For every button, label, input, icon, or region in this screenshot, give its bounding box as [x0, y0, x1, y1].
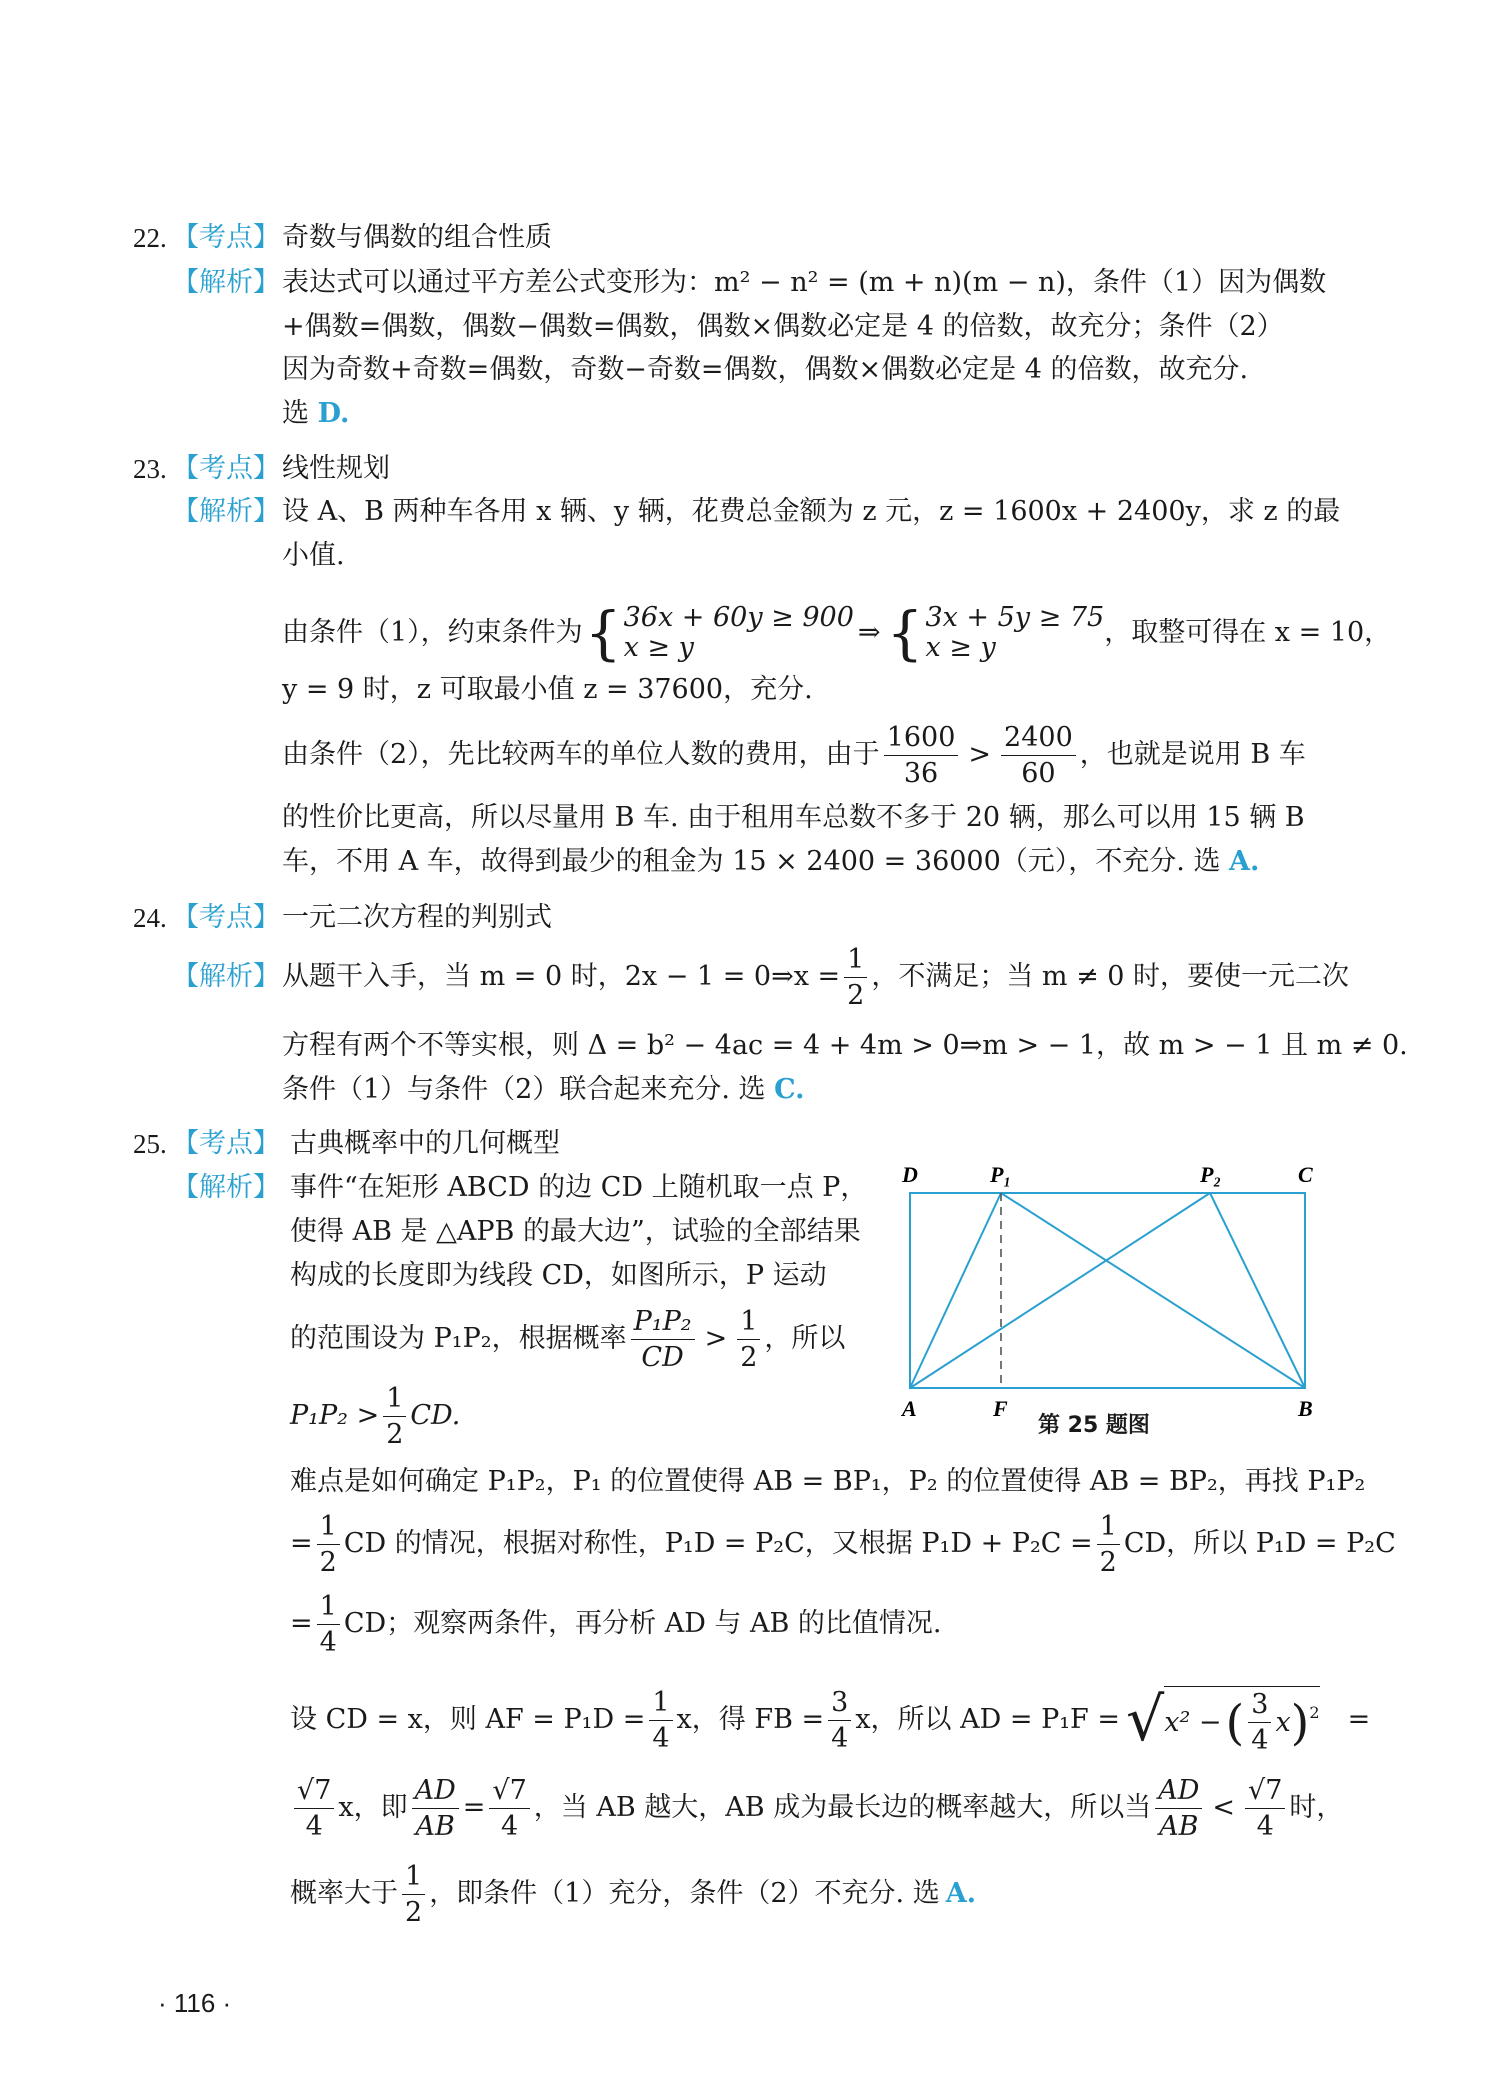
figure-caption: 第 25 题图: [1038, 1413, 1150, 1438]
q23-cond2-prefix: 由条件（2），先比较两车的单位人数的费用，由于: [282, 739, 880, 770]
q25-line11-prefix: 概率大于: [290, 1878, 398, 1909]
numerator: 2400: [1001, 724, 1076, 756]
q23-line: 设 A、B 两种车各用 x 辆、y 辆，花费总金额为 z 元，z = 1600x + 2400y，求 z 的最: [282, 496, 1341, 527]
geometry-figure: [880, 1160, 1330, 1450]
right-paren: ): [1290, 1694, 1310, 1751]
q23-cond1-prefix: 由条件（1），约束条件为: [282, 617, 583, 648]
q25-answer-line: [290, 1860, 976, 1928]
denominator: 36: [903, 757, 939, 789]
numerator: 1: [844, 946, 867, 978]
q23-jiexi-tag: 【解析】: [172, 496, 280, 527]
q25-line7-prefix: =: [290, 1528, 313, 1559]
page-number: · 116 ·: [158, 1988, 232, 2018]
denominator: 2: [847, 979, 865, 1011]
numerator: AD: [412, 1777, 459, 1809]
denominator: CD: [641, 1341, 684, 1373]
fraction: [1001, 721, 1076, 789]
fraction: [1155, 1774, 1202, 1842]
q23-line: y = 9 时，z 可取最小值 z = 37600，充分.: [282, 674, 813, 705]
fraction: [1097, 1510, 1120, 1578]
greater-than: >: [704, 1323, 728, 1354]
q25-line: [290, 1305, 845, 1373]
system-1-eq1: 36x + 60y ≥ 900: [623, 602, 854, 633]
segment-P1B: [1001, 1193, 1305, 1388]
q25-line: 使得 AB 是 △APB 的最大边”，试验的全部结果: [290, 1216, 861, 1247]
fraction: [412, 1774, 459, 1842]
q24-answer: C.: [774, 1074, 805, 1105]
q23-cond2-suffix: ，也就是说用 B 车: [1079, 739, 1306, 770]
q23-kaodian-tag: 【考点】: [172, 453, 280, 484]
denominator: 2: [1099, 1546, 1117, 1578]
less-than: <: [1212, 1792, 1236, 1823]
denominator: 4: [319, 1626, 337, 1658]
equals-sign: =: [462, 1792, 486, 1823]
q22-jiexi-tag: 【解析】: [172, 267, 280, 298]
denominator: 4: [1256, 1810, 1274, 1842]
q25-line10-c: 时，: [1289, 1792, 1344, 1823]
q25-line11-suffix: ，即条件（1）充分，条件（2）不充分. 选: [429, 1878, 940, 1909]
denominator: 60: [1021, 757, 1056, 789]
left-brace: {: [886, 599, 924, 667]
rectangle-ABCD: [910, 1193, 1305, 1388]
q23-number: 23.: [133, 454, 167, 484]
system-2: [925, 603, 1104, 663]
q23-line: 小值.: [282, 540, 345, 571]
equals-sign: =: [1347, 1704, 1371, 1735]
numerator: 1600: [884, 724, 959, 756]
label-B: B: [1298, 1396, 1313, 1421]
sqrt-sign: √: [1126, 1685, 1165, 1755]
q25-line9-c: x，所以 AD = P₁F =: [855, 1704, 1121, 1735]
denominator: 2: [319, 1546, 337, 1578]
numerator: √7: [489, 1777, 529, 1809]
system-2-eq2: x ≥ y: [925, 632, 996, 663]
q25-line4-suffix: ，所以: [764, 1323, 846, 1354]
q22-kaodian-tag: 【考点】: [172, 222, 280, 253]
q22-line: 表达式可以通过平方差公式变形为：m² − n² = (m + n)(m − n)，条件（1）因为偶数: [282, 267, 1327, 298]
q25-kaodian-tag: 【考点】: [172, 1128, 280, 1159]
denominator: 2: [405, 1896, 423, 1928]
numerator: 1: [1097, 1513, 1120, 1545]
q25-line7-mid: CD 的情况，根据对称性，P₁D = P₂C，又根据 P₁D + P₂C =: [343, 1528, 1093, 1559]
fraction: [828, 1686, 851, 1754]
exponent: 2: [1309, 1703, 1320, 1722]
denominator: AB: [415, 1810, 455, 1842]
q25-line: 事件“在矩形 ABCD 的边 CD 上随机取一点 P，: [290, 1172, 868, 1203]
numerator: P₁P₂: [631, 1308, 695, 1340]
q22-answer-prefix: 选: [282, 398, 309, 429]
q22-answer: D.: [317, 398, 350, 429]
system-2-eq1: 3x + 5y ≥ 75: [925, 602, 1105, 633]
fraction: [737, 1305, 760, 1373]
q25-answer: A.: [945, 1878, 977, 1909]
label-C: C: [1298, 1162, 1313, 1187]
q25-line8-suffix: CD；观察两条件，再分析 AD 与 AB 的比值情况.: [343, 1608, 942, 1639]
system-1: [624, 603, 854, 663]
q24-kaodian-tag: 【考点】: [172, 902, 280, 933]
implies-arrow: ⇒: [857, 617, 881, 648]
numerator: AD: [1155, 1777, 1202, 1809]
radicand-var: x: [1275, 1706, 1291, 1738]
label-D: D: [902, 1162, 918, 1187]
q24-number: 24.: [133, 903, 167, 933]
q23-answer: A.: [1229, 846, 1260, 877]
q25-line8-prefix: =: [290, 1608, 313, 1639]
fraction: [317, 1510, 340, 1578]
label-P1: P₁: [990, 1162, 1012, 1187]
numerator: 1: [649, 1689, 672, 1721]
q25-line: [290, 1680, 1370, 1760]
sqrt-radicand: [1164, 1686, 1319, 1754]
label-P2: P₂: [1200, 1162, 1222, 1187]
numerator: 1: [737, 1308, 760, 1340]
fraction: [489, 1774, 529, 1842]
q22-number: 22.: [133, 223, 167, 253]
q25-jiexi-tag: 【解析】: [172, 1172, 280, 1203]
denominator: 4: [501, 1810, 519, 1842]
q23-line: 的性价比更高，所以尽量用 B 车. 由于租用车总数不多于 20 辆，那么可以用 15 辆 B: [282, 802, 1305, 833]
denominator: 4: [652, 1722, 670, 1754]
q25-line7-suffix: CD，所以 P₁D = P₂C: [1123, 1528, 1396, 1559]
q25-line: 构成的长度即为线段 CD，如图所示，P 运动: [290, 1260, 827, 1291]
q22-topic: 奇数与偶数的组合性质: [282, 222, 552, 253]
q24-line: 方程有两个不等实根，则 Δ = b² − 4ac = 4 + 4m > 0⇒m > − 1，故 m > − 1 且 m ≠ 0.: [282, 1030, 1408, 1061]
label-F: F: [993, 1396, 1008, 1421]
greater-than: >: [968, 739, 992, 770]
q24-answer-line: [282, 1068, 805, 1112]
numerator: 3: [828, 1689, 851, 1721]
numerator: 1: [317, 1513, 340, 1545]
left-brace: {: [584, 599, 622, 667]
denominator: 4: [1251, 1725, 1269, 1756]
denominator: 2: [740, 1341, 758, 1373]
q24-line1-suffix: ，不满足；当 m ≠ 0 时，要使一元二次: [871, 961, 1350, 992]
denominator: 2: [386, 1418, 404, 1450]
fraction: [884, 721, 959, 789]
q23-cond1-suffix: ，取整可得在 x = 10，: [1104, 617, 1392, 648]
q25-topic: 古典概率中的几何概型: [290, 1128, 560, 1159]
q23-condition1: [282, 600, 1391, 666]
q25-line10-b: ，当 AB 越大，AB 成为最长边的概率越大，所以当: [533, 1792, 1152, 1823]
numerator: √7: [1245, 1777, 1285, 1809]
numerator: 1: [317, 1593, 340, 1625]
left-paren: (: [1225, 1694, 1245, 1751]
label-A: A: [902, 1396, 917, 1421]
q23-answer-prefix: 车，不用 A 车，故得到最少的租金为 15 × 2400 = 36000（元），不充分. 选: [282, 846, 1221, 877]
q24-line1-prefix: 从题干入手，当 m = 0 时，2x − 1 = 0⇒x =: [282, 961, 841, 992]
fraction: [649, 1686, 672, 1754]
q25-number: 25.: [133, 1129, 167, 1159]
q24-jiexi-tag: 【解析】: [172, 961, 280, 992]
fraction: [294, 1774, 334, 1842]
q25-line: [290, 1590, 942, 1658]
q22-line: +偶数=偶数，偶数−偶数=偶数，偶数×偶数必定是 4 的倍数，故充分；条件（2）: [282, 311, 1284, 342]
fraction: [631, 1305, 695, 1373]
segment-P2B: [1210, 1193, 1305, 1388]
radicand-part: x² −: [1164, 1706, 1222, 1738]
numerator: 3: [1248, 1691, 1271, 1723]
numerator: 1: [383, 1385, 406, 1417]
fraction: [844, 943, 867, 1011]
q23-answer-line: [282, 840, 1259, 884]
denominator: 4: [831, 1722, 849, 1754]
fraction: [317, 1590, 340, 1658]
system-1-eq2: x ≥ y: [623, 632, 694, 663]
denominator: AB: [1159, 1810, 1199, 1842]
q25-line5-suffix: CD.: [410, 1400, 461, 1431]
q25-line4-prefix: 的范围设为 P₁P₂，根据概率: [290, 1323, 627, 1354]
fraction: [1245, 1774, 1285, 1842]
fraction: [1248, 1691, 1271, 1754]
numerator: √7: [294, 1777, 334, 1809]
q25-line: 难点是如何确定 P₁P₂，P₁ 的位置使得 AB = BP₁，P₂ 的位置使得 AB = BP₂，再找 P₁P₂: [290, 1466, 1366, 1497]
q25-line: [290, 1770, 1343, 1846]
q24-line: [282, 944, 1349, 1010]
fraction: [402, 1860, 425, 1928]
q24-answer-prefix: 条件（1）与条件（2）联合起来充分. 选: [282, 1074, 766, 1105]
q25-line9-a: 设 CD = x，则 AF = P₁D =: [290, 1704, 646, 1735]
numerator: 1: [402, 1863, 425, 1895]
q22-answer-line: [282, 392, 349, 436]
q25-line: [290, 1383, 460, 1449]
q24-topic: 一元二次方程的判别式: [282, 902, 552, 933]
q25-line10-a: x，即: [338, 1792, 408, 1823]
q25-line5-prefix: P₁P₂ >: [290, 1400, 380, 1431]
fraction: [383, 1382, 406, 1450]
q22-line: 因为奇数+奇数=偶数，奇数−奇数=偶数，偶数×偶数必定是 4 的倍数，故充分.: [282, 354, 1249, 385]
q25-line: [290, 1510, 1396, 1578]
q23-condition2: [282, 722, 1306, 788]
q25-line9-b: x，得 FB =: [676, 1704, 825, 1735]
denominator: 4: [305, 1810, 323, 1842]
q23-topic: 线性规划: [282, 453, 390, 484]
